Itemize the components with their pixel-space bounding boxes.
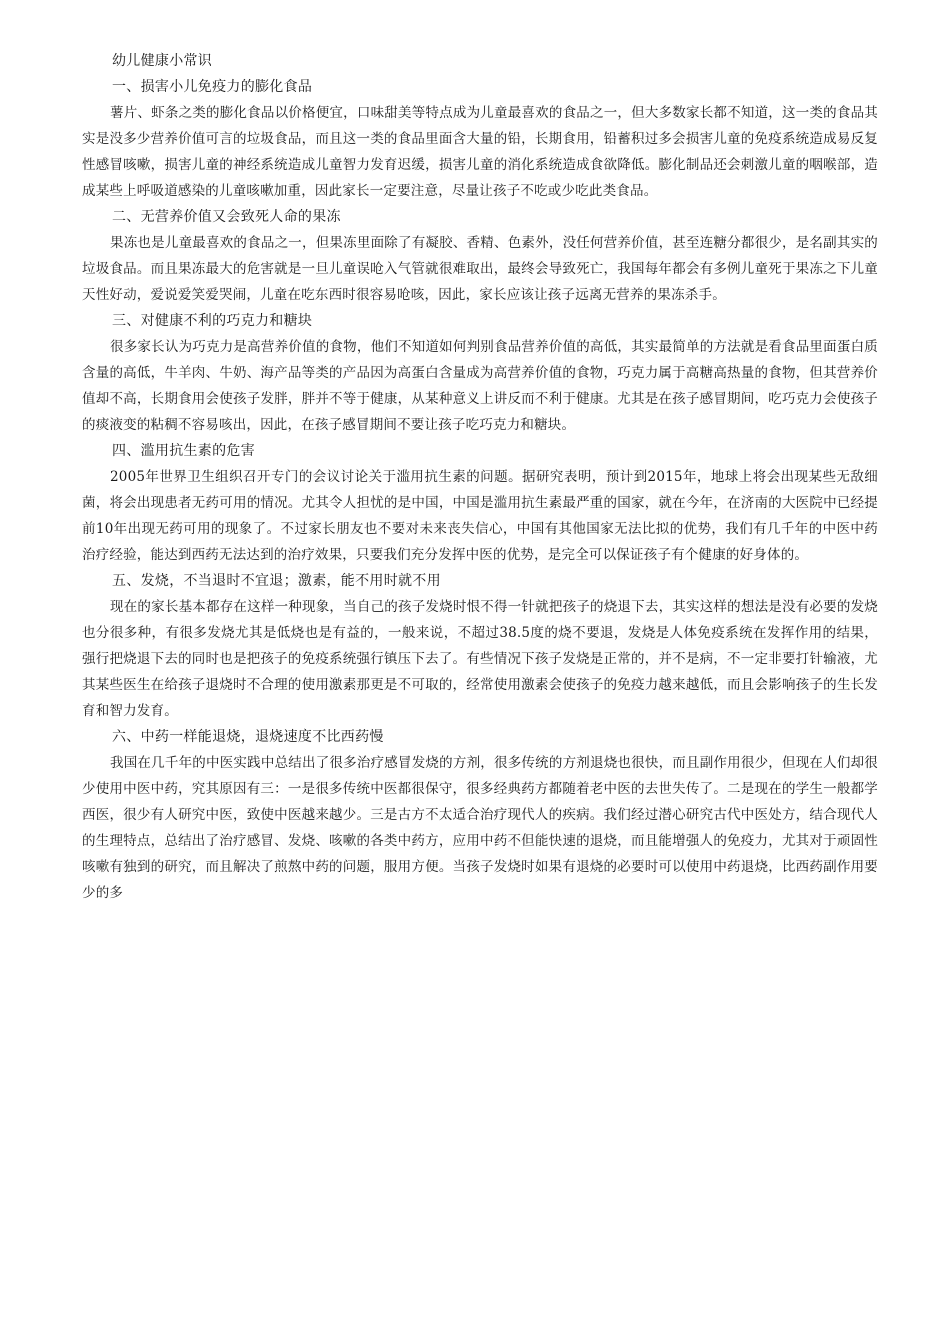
section-paragraph: 现在的家长基本都存在这样一种现象，当自己的孩子发烧时恨不得一针就把孩子的烧退下去，其实这样的想法是没有必要的发烧也分很多种，有很多发烧尤其是低烧也是有益的，一般来说，不超过38.5度的烧不要退，发烧是人体免疫系统在发挥作用的结果，强行把烧退下去的同时也是把孩子的免疫系统强行镇压下去了。有些情况下孩子发烧是正常的，并不是病，不一定非要打针输液，尤其某些医生在给孩子退烧时不合理的使用激素那更是不可取的，经常使用激素会使孩子的免疫力越来越低，而且会影响孩子的生长发育和智力发育。 — [82, 599, 878, 719]
section-heading: 四、滥用抗生素的危害 — [112, 443, 255, 459]
section-heading: 三、对健康不利的巧克力和糖块 — [112, 313, 313, 329]
document-page — [82, 48, 878, 906]
section-paragraph: 很多家长认为巧克力是高营养价值的食物，他们不知道如何判别食品营养价值的高低，其实最简单的方法就是看食品里面蛋白质含量的高低，牛羊肉、牛奶、海产品等类的产品因为高蛋白含量成为高营养价值的食物，巧克力属于高糖高热量的食物，但其营养价值却不高，长期食用会使孩子发胖，胖并不等于健康，从某种意义上讲反而不利于健康。尤其是在孩子感冒期间，吃巧克力会使孩子的痰液变的粘稠不容易咳出，因此，在孩子感冒期间不要让孩子吃巧克力和糖块。 — [82, 339, 878, 433]
section-fever-hormones — [82, 568, 878, 724]
section-heading: 五、发烧，不当退时不宜退；激素，能不用时就不用 — [112, 573, 441, 589]
section-chocolate — [82, 308, 878, 438]
section-paragraph: 2005年世界卫生组织召开专门的会议讨论关于滥用抗生素的问题。据研究表明，预计到2015年，地球上将会出现某些无敌细菌，将会出现患者无药可用的情况。尤其令人担忧的是中国，中国是滥用抗生素最严重的国家，就在今年，在济南的大医院中已经提前10年出现无药可用的现象了。不过家长朋友也不要对未来丧失信心，中国有其他国家无法比拟的优势，我们有几千年的中医中药治疗经验，能达到西药无法达到的治疗效果，只要我们充分发挥中医的优势，是完全可以保证孩子有个健康的好身体的。 — [82, 469, 878, 563]
section-heading: 一、损害小儿免疫力的膨化食品 — [112, 79, 313, 95]
section-paragraph: 果冻也是儿童最喜欢的食品之一，但果冻里面除了有凝胶、香精、色素外，没任何营养价值，甚至连糖分都很少，是名副其实的垃圾食品。而且果冻最大的危害就是一旦儿童误呛入气管就很难取出，最终会导致死亡，我国每年都会有多例儿童死于果冻之下儿童天性好动，爱说爱笑爱哭闹，儿童在吃东西时很容易呛咳，因此，家长应该让孩子远离无营养的果冻杀手。 — [82, 235, 878, 303]
section-heading: 二、无营养价值又会致死人命的果冻 — [112, 209, 341, 225]
document-title: 幼儿健康小常识 — [112, 53, 213, 69]
section-jelly — [82, 204, 878, 308]
section-antibiotics — [82, 438, 878, 568]
section-chinese-medicine — [82, 724, 878, 906]
section-paragraph: 我国在几千年的中医实践中总结出了很多治疗感冒发烧的方剂，很多传统的方剂退烧也很快，而且副作用很少，但现在人们却很少使用中医中药，究其原因有三：一是很多传统中医都很保守，很多经典药方都随着老中医的去世失传了。二是现在的学生一般都学西医，很少有人研究中医，致使中医越来越少。三是古方不太适合治疗现代人的疾病。我们经过潜心研究古代中医处方，结合现代人的生理特点，总结出了治疗感冒、发烧、咳嗽的各类中药方，应用中药不但能快速的退烧，而且能增强人的免疫力，尤其对于顽固性咳嗽有独到的研究，而且解决了煎熬中药的问题，服用方便。当孩子发烧时如果有退烧的必要时可以使用中药退烧，比西药副作用要少的多 — [82, 755, 878, 901]
section-paragraph: 薯片、虾条之类的膨化食品以价格便宜，口味甜美等特点成为儿童最喜欢的食品之一，但大多数家长都不知道，这一类的食品其实是没多少营养价值可言的垃圾食品，而且这一类的食品里面含大量的铅，长期食用，铅蓄积过多会损害儿童的免疫系统造成易反复性感冒咳嗽，损害儿童的神经系统造成儿童智力发育迟缓，损害儿童的消化系统造成食欲降低。膨化制品还会刺激儿童的咽喉部，造成某些上呼吸道感染的儿童咳嗽加重，因此家长一定要注意，尽量让孩子不吃或少吃此类食品。 — [82, 105, 878, 199]
section-heading: 六、中药一样能退烧，退烧速度不比西药慢 — [112, 729, 384, 745]
section-puffed-food — [82, 74, 878, 204]
